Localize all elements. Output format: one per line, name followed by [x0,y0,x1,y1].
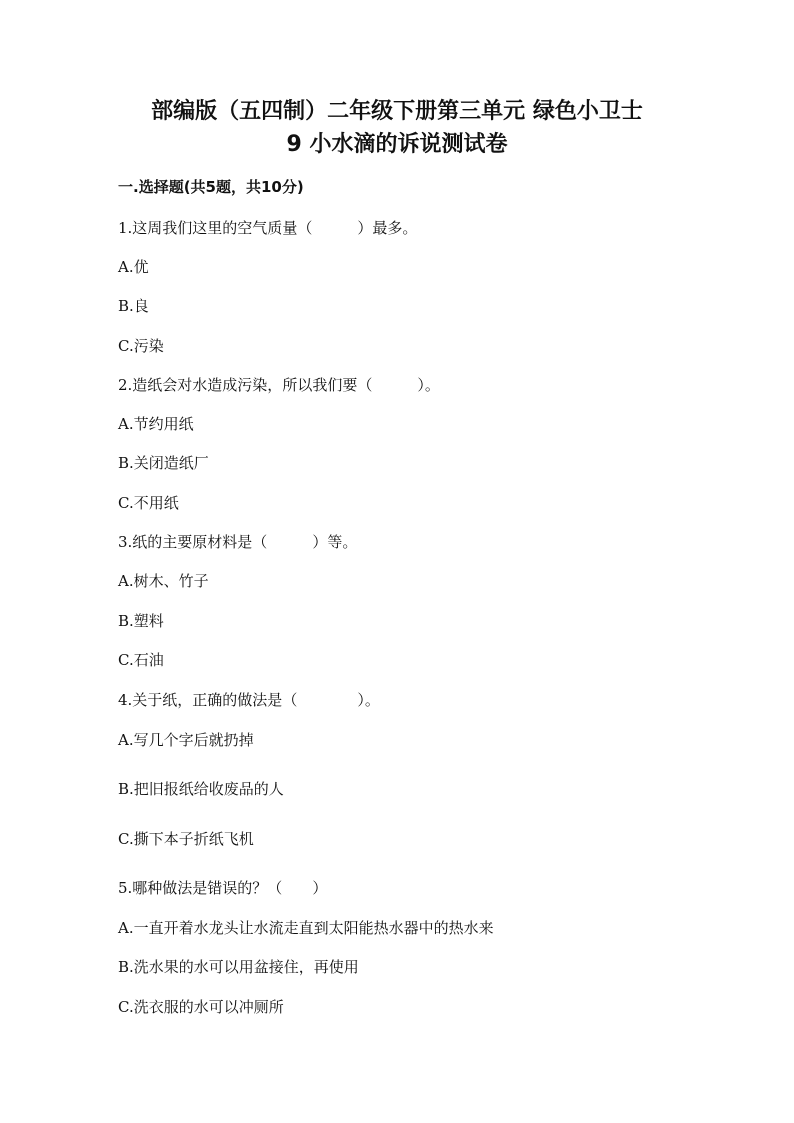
question-2-stem: 2.造纸会对水造成污染，所以我们要（ ）。 [118,376,440,394]
question-2-option-a: A.节约用纸 [118,415,194,433]
document-title-line-2: 9 小水滴的诉说测试卷 [286,132,508,157]
question-5-option-c: C.洗衣服的水可以冲厕所 [118,998,284,1016]
question-4-stem: 4.关于纸，正确的做法是（ ）。 [118,691,380,709]
question-1-stem: 1.这周我们这里的空气质量（ ）最多。 [118,219,418,237]
question-3-option-c: C.石油 [118,651,164,669]
question-4-option-a: A.写几个字后就扔掉 [118,731,254,749]
question-3-stem: 3.纸的主要原材料是（ ）等。 [118,533,358,551]
question-1-option-c: C.污染 [118,337,164,355]
document-title-line-1: 部编版（五四制）二年级下册第三单元 绿色小卫士 [151,99,643,124]
question-3-option-b: B.塑料 [118,612,164,630]
question-5-option-a: A.一直开着水龙头让水流走直到太阳能热水器中的热水来 [118,919,494,937]
question-5-option-b: B.洗水果的水可以用盆接住，再使用 [118,958,359,976]
section-heading: 一.选择题(共5题，共10分) [118,178,304,196]
question-1-option-b: B.良 [118,297,149,315]
question-4-option-b: B.把旧报纸给收废品的人 [118,780,284,798]
question-3-option-a: A.树木、竹子 [118,572,209,590]
question-5-stem: 5.哪种做法是错误的？（ ） [118,879,328,897]
question-1-option-a: A.优 [118,258,149,276]
question-2-option-c: C.不用纸 [118,494,179,512]
question-2-option-b: B.关闭造纸厂 [118,454,209,472]
question-4-option-c: C.撕下本子折纸飞机 [118,830,254,848]
